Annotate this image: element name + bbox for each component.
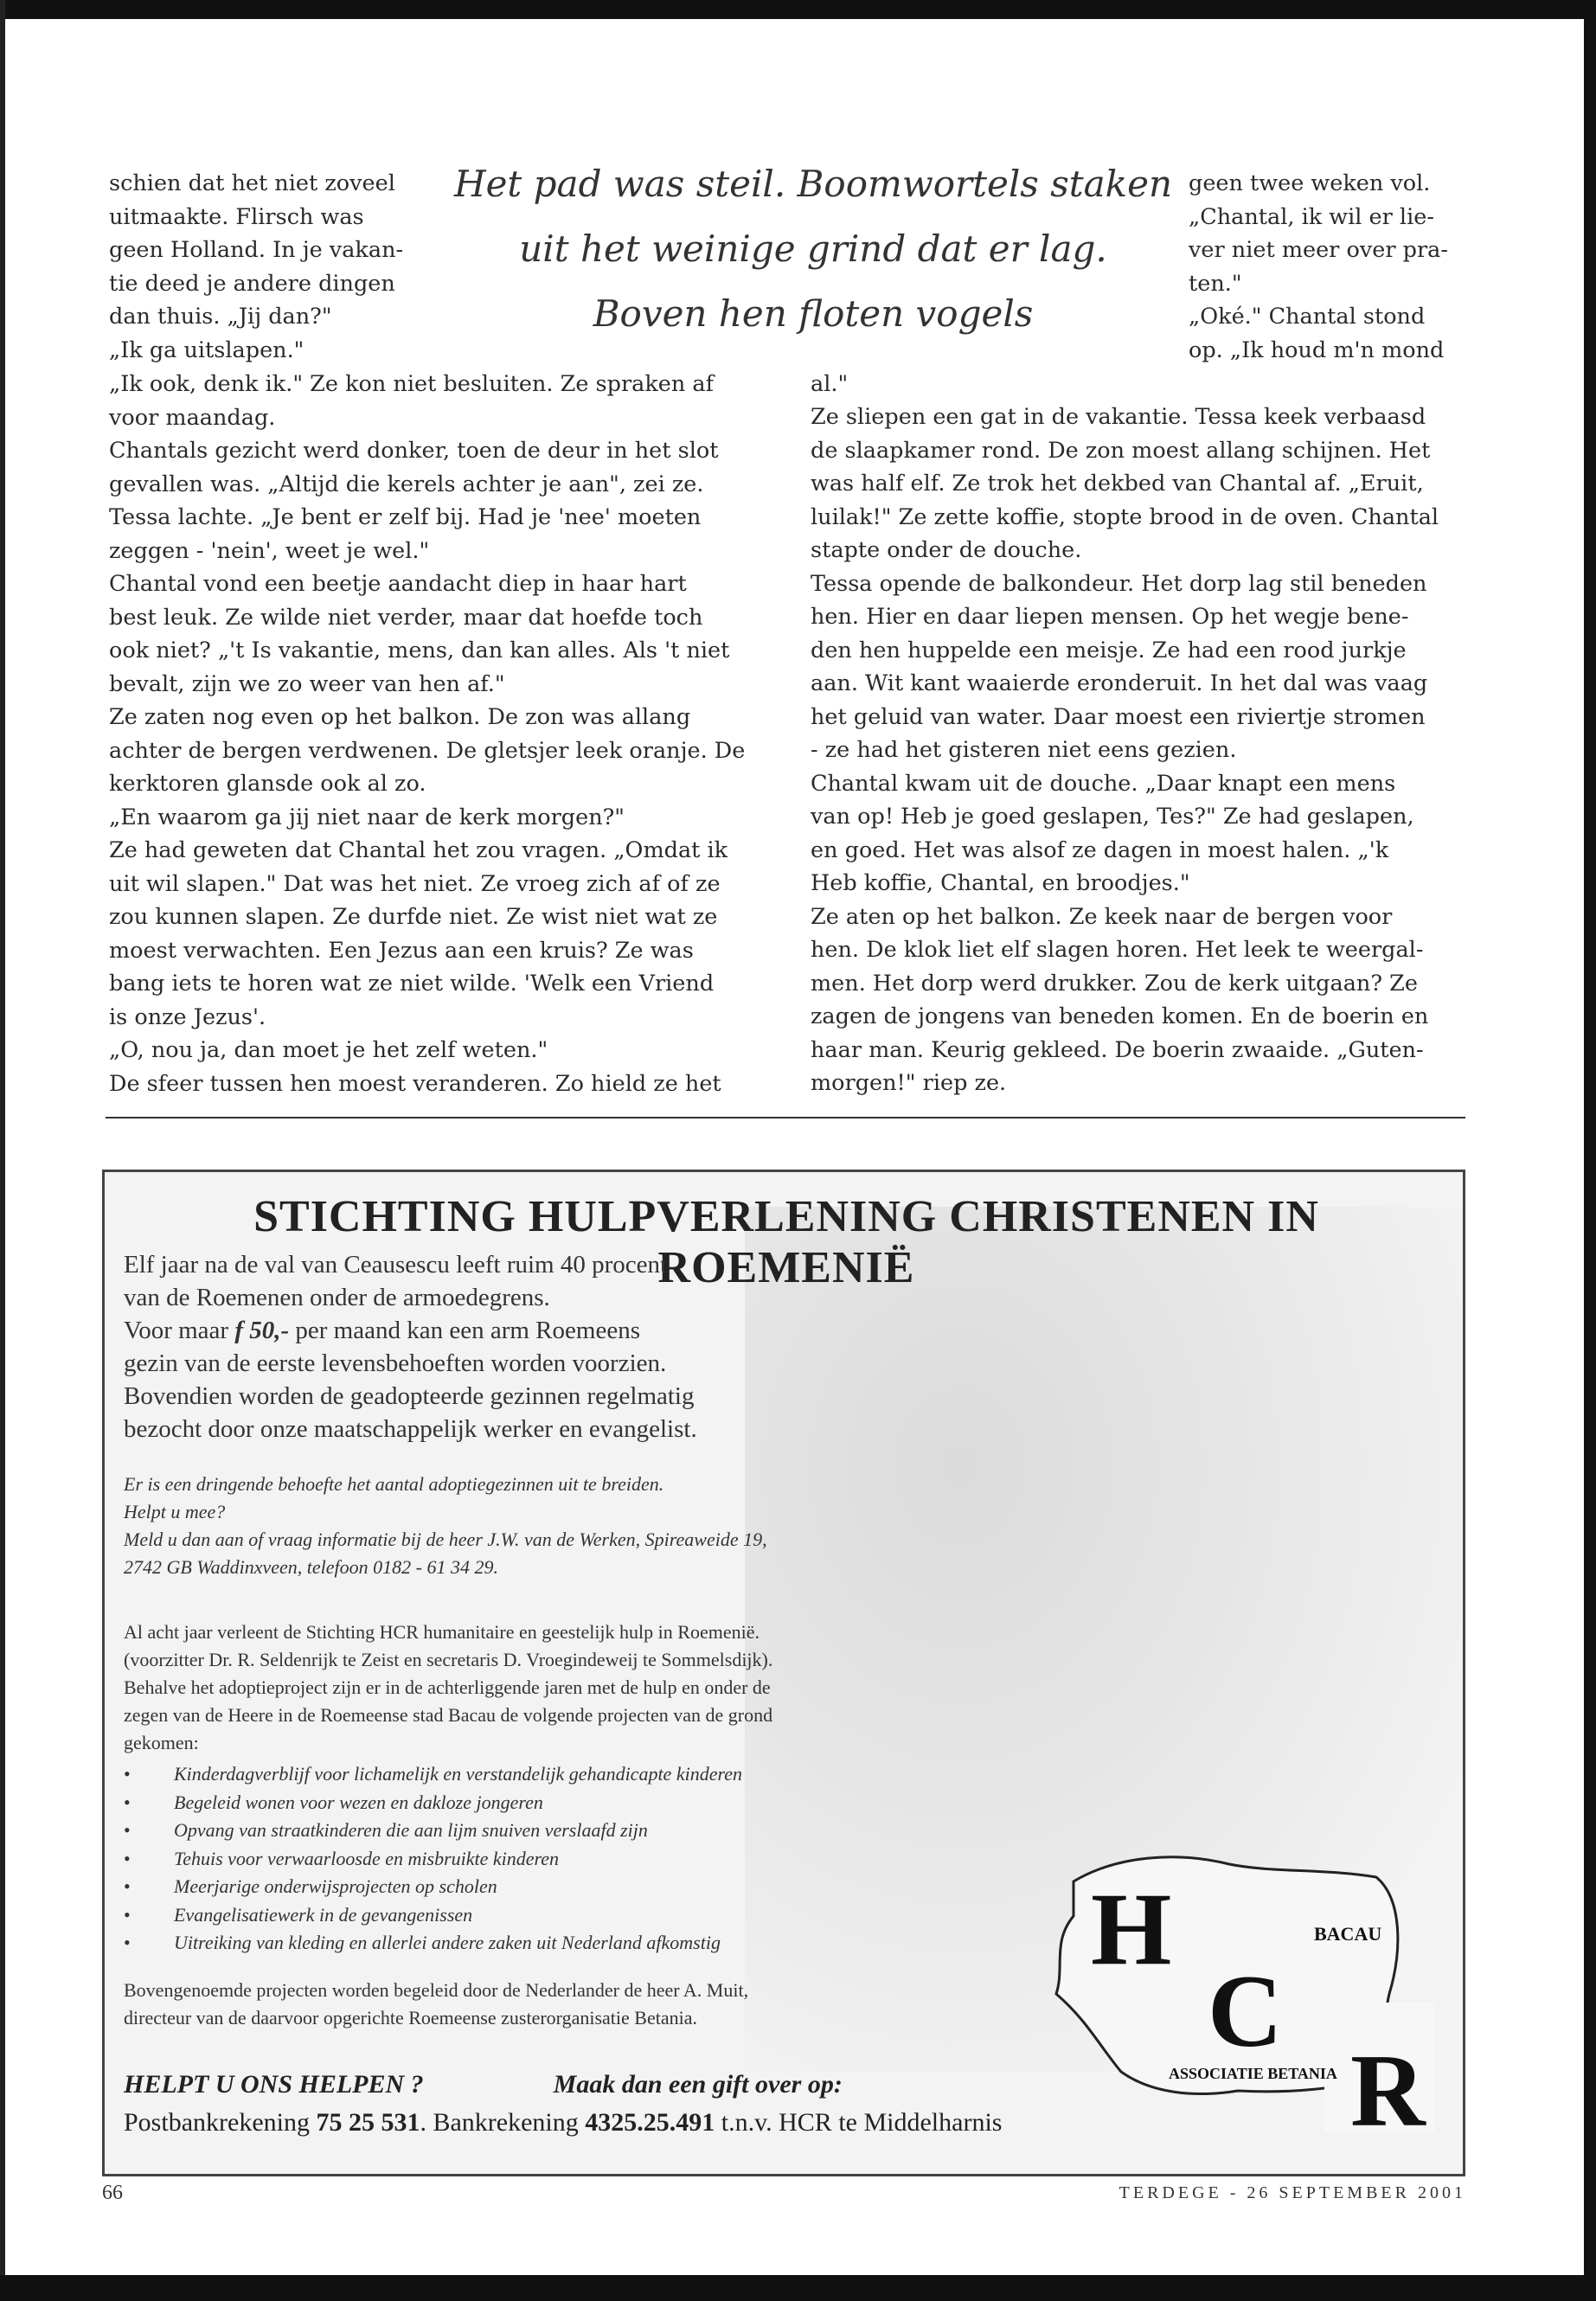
bank-pre: Postbankrekening [124,2108,317,2137]
logo-bacau: BACAU [1314,1923,1382,1945]
ad-intro [124,1248,989,1445]
list-item: • Tehuis voor verwaarloosde en misbruikte kinderen [124,1845,1075,1874]
ad-title: STICHTING HULPVERLENING CHRISTENEN IN ROEMENIË [253,1192,1319,1292]
article-column-right-top: geen twee weken vol. „Chantal, ik wil er lie- ver niet meer over pra- ten." „Oké." Chantal stond op. „Ik houd m'n mond [1189,170,1448,363]
article-column-right-start: al." [811,371,849,397]
ad-intro-text-1: Elf jaar na de val van Ceausescu leeft ruim 40 procent van de Roemenen onder de armoedegrens. Voor maar [124,1251,668,1344]
pull-quote: Het pad was steil. Boomwortels staken uit het weinige grind dat er lag. Boven hen floten vogels [453,163,1173,335]
logo-betania: ASSOCIATIE BETANIA [1169,2065,1337,2082]
publication-line: TERDEGE - 26 SEPTEMBER 2001 [1118,2183,1466,2202]
list-item: • Evangelisatiewerk in de gevangenissen [124,1901,1075,1930]
ad-intro-amount: f 50,- [234,1317,290,1344]
logo-letter-c: C [1208,1953,1283,2068]
article-column-left: „Ik ook, denk ik." Ze kon niet besluiten. Ze spraken af voor maandag. Chantals gezicht werd donker, toen de deur in het slot gevallen was. „Altijd die kerels achter je aan", zei ze. Tessa lachte. „Je bent er zelf bij. Had je 'nee' moeten zeggen - 'nein', weet je wel." Chantal vond een beetje aandacht diep in haar hart best leuk. Ze wilde niet verder, maar dat hoefde toch ook niet? „'t Is vakantie, mens, dan kan alles. Als 't niet bevalt, zijn we zo weer van hen af." Ze zaten nog even op het balkon. De zon was allang achter de bergen verdwenen. De gletsjer leek oranje. De kerktoren glansde ook al zo. „En waarom ga jij niet naar de kerk morgen?" Ze had geweten dat Chantal het zou vragen. „Omdat ik uit wil slapen." Dat was het niet. Ze vroeg zich af of ze zou kunnen slapen. Ze durfde niet. Ze wist niet wat ze moest verwachten. Een Jezus aan een kruis? Ze was bang iets te horen wat ze niet wilde. 'Welk een Vriend is onze Jezus'. „O, nou ja, dan moet je het zelf weten." De sfeer tussen hen moest veranderen. Zo hield ze het [109,371,746,1097]
ad-contact-info: Er is een dringende behoefte het aantal adoptiegezinnen uit te breiden. Helpt u mee? Meld u dan aan of vraag informatie bij de heer J.W. van de Werken, Spireaweide 19, 2742 GB Waddinxveen, telefoon 0182 - 61 34 29. [124,1473,767,1578]
advertisement [102,1170,1465,2176]
page-right-edge [1584,0,1596,2301]
list-item: • Begeleid wonen voor wezen en dakloze jongeren [124,1789,1075,1817]
bank-post: t.n.v. HCR te Middelharnis [715,2108,1003,2137]
bank-mid: . Bankrekening [420,2108,586,2137]
page-bottom-border [0,2275,1596,2301]
logo-letter-h: H [1091,1871,1172,1986]
cta-instruction: Maak dan een gift over op: [553,2070,843,2099]
list-item: • Uitreiking van kleding en allerlei andere zaken uit Nederland afkomstig [124,1929,1075,1958]
cta-question: HELPT U ONS HELPEN ? [124,2070,424,2099]
ad-body: Al acht jaar verleent de Stichting HCR humanitaire en geestelijk hulp in Roemenië. (voorzitter Dr. R. Seldenrijk te Zeist en secretaris D. Vroegindeweij te Sommelsdijk). Behalve het adoptieproject zijn er in de achterliggende jaren met de hulp en onder de zegen van de Heere in de Roemeense stad Bacau de volgende projecten van de grond gekomen: [124,1621,773,1753]
article-column-right: Ze sliepen een gat in de vakantie. Tessa keek verbaasd de slaapkamer rond. De zon moest allang schijnen. Het was half elf. Ze trok het dekbed van Chantal af. „Eruit, luilak!" Ze zette koffie, stopte brood in de oven. Chantal stapte onder de douche. Tessa opende de balkondeur. Het dorp lag stil beneden hen. Hier en daar liepen mensen. Op het wegje bene- den hen huppelde een meisje. Ze had een rood jurkje aan. Wit kant waaierde eronderuit. In het dal was vaag het geluid van water. Daar moest een riviertje stromen - ze had het gisteren niet eens gezien. Chantal kwam uit de douche. „Daar knapt een mens van op! Heb je goed geslapen, Tes?" Ze had geslapen, en goed. Het was alsof ze dagen in moest halen. „'k Heb koffie, Chantal, en broodjes." Ze aten op het balkon. Ze keek naar de bergen voor hen. De klok liet elf slagen horen. Het leek te weergal- men. Het dorp werd drukker. Zou de kerk uitgaan? Ze zagen de jongens van beneden komen. En de boerin en haar man. Keurig gekleed. De boerin zwaaide. „Guten- morgen!" riep ze. [811,404,1439,1096]
ad-intro-text-2: per maand kan een arm Roemeens gezin van de eerste levensbehoeften worden voorzien. Bovendien worden de geadopteerde gezinnen regelmatig bezocht door onze maatschappelijk werker en evangelist. [124,1317,697,1443]
postbank-number: 75 25 531 [316,2108,420,2137]
section-divider [106,1117,1465,1118]
list-item: • Opvang van straatkinderen die aan lijm snuiven verslaafd zijn [124,1817,1075,1845]
page-number: 66 [102,2182,123,2204]
bank-account-number: 4325.25.491 [585,2108,715,2137]
list-item: • Kinderdagverblijf voor lichamelijk en verstandelijk gehandicapte kinderen [124,1760,1075,1789]
list-item: • Meerjarige onderwijsprojecten op scholen [124,1873,1075,1901]
logo-letter-r: R [1350,2033,1426,2132]
page-left-edge [0,0,5,2301]
page-top-border [0,0,1596,19]
ad-footer-text: Bovengenoemde projecten worden begeleid door de Nederlander de heer A. Muit, directeur van de daarvoor opgerichte Roemeense zusterorganisatie Betania. [124,1979,749,2029]
article-column-left-top: schien dat het niet zoveel uitmaakte. Flirsch was geen Holland. In je vakan- tie deed je andere dingen dan thuis. „Jij dan?" „Ik ga uitslapen." [109,170,404,363]
hcr-logo [1039,1847,1437,2132]
project-list [124,1760,1075,1958]
